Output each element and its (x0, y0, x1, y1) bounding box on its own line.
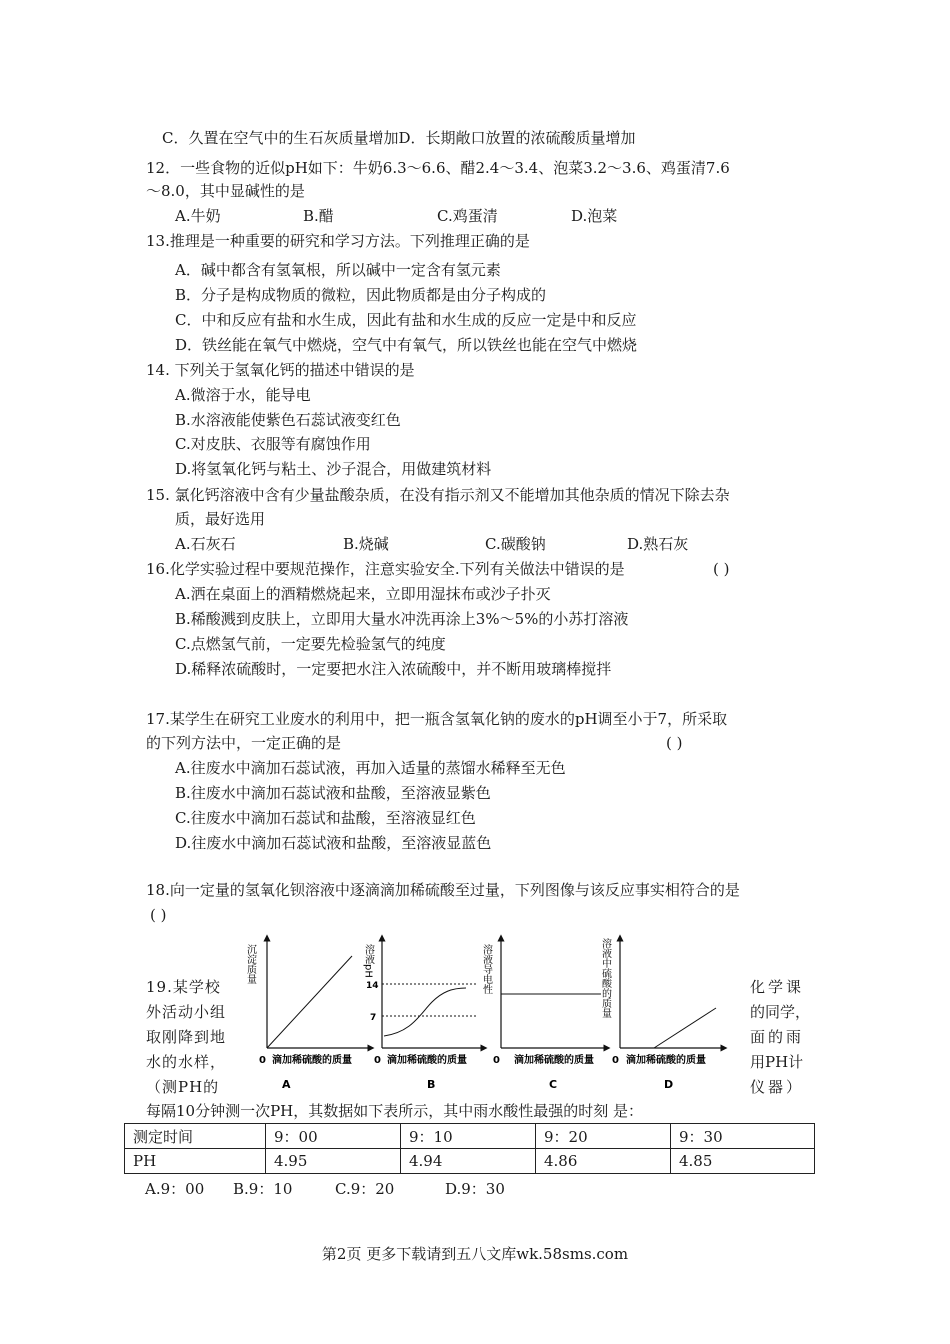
graph-c-ylabel: 溶液导电性 (480, 944, 492, 994)
q15-stem-line2: 质，最好选用 (175, 510, 266, 528)
q19-stem: 每隔10分钟测一次PH，其数据如下表所示，其中雨水酸性最强的时刻 是： (146, 1102, 644, 1120)
q14-option-d: D.将氢氧化钙与粘土、沙子混合，用做建筑材料 (175, 460, 492, 478)
q19-option-d: D.9：30 (445, 1180, 505, 1198)
q19-right-line2: 的同学， (750, 1003, 811, 1021)
graph-c-letter: C (549, 1078, 558, 1091)
q19-ph-table (124, 1123, 815, 1174)
q14-option-c: C.对皮肤、衣服等有腐蚀作用 (175, 435, 371, 453)
table-cell: PH (125, 1149, 266, 1174)
graph-d-letter: D (664, 1078, 674, 1091)
q12-options (175, 206, 617, 226)
graph-b-letter: B (427, 1078, 436, 1091)
q15-option-a: A.石灰石 (175, 535, 236, 553)
q14-option-a: A.微溶于水，能导电 (175, 386, 311, 404)
q16-answer-bracket: ( ) (713, 560, 730, 578)
q19-option-c: C.9：20 (335, 1180, 395, 1198)
q19-left-line2: 外活动小组 (146, 1003, 227, 1021)
q18-graphs (244, 928, 744, 1096)
q12-option-a: A.牛奶 (175, 207, 221, 225)
q13-option-c: C．中和反应有盐和水生成，因此有盐和水生成的反应一定是中和反应 (175, 311, 637, 329)
q19-option-b: B.9：10 (233, 1180, 293, 1198)
q14-option-b: B.水溶液能使紫色石蕊试液变红色 (175, 411, 401, 429)
q15-option-c: C.碳酸钠 (485, 535, 546, 553)
graph-d-xlabel: 滴加稀硫酸的质量 (626, 1055, 706, 1066)
q14-stem: 14. 下列关于氢氧化钙的描述中错误的是 (146, 361, 415, 379)
q12-option-c: C.鸡蛋清 (437, 207, 498, 225)
graph-a-ylabel: 沉淀质量 (244, 944, 256, 984)
q12-stem-line2: ～8.0，其中显碱性的是 (146, 182, 305, 200)
table-row (125, 1149, 815, 1174)
table-cell: 9：10 (401, 1124, 536, 1149)
q17-option-a: A.往废水中滴加石蕊试液，再加入适量的蒸馏水稀释至无色 (175, 759, 566, 777)
table-cell: 4.85 (671, 1149, 815, 1174)
table-cell: 9：20 (536, 1124, 671, 1149)
q16-option-a: A.洒在桌面上的酒精燃烧起来，立即用湿抹布或沙子扑灭 (175, 585, 551, 603)
table-row (125, 1124, 815, 1149)
graph-b (363, 938, 485, 1091)
graph-b-ylabel: 溶液pH (362, 944, 374, 978)
graph-b-curve (384, 988, 466, 1036)
q17-answer-bracket: ( ) (666, 734, 683, 752)
q15-option-b: B.烧碱 (343, 535, 389, 553)
graph-b-origin: 0 (374, 1055, 381, 1066)
q13-stem: 13.推理是一种重要的研究和学习方法。下列推理正确的是 (146, 232, 530, 250)
q19-right-line5: 仪器） (750, 1078, 805, 1096)
q19-right-line3: 面的雨 (750, 1028, 805, 1046)
q16-option-c: C.点燃氢气前，一定要先检验氢气的纯度 (175, 635, 446, 653)
table-cell: 测定时间 (125, 1124, 266, 1149)
q19-left-line4: 水的水样， (146, 1053, 227, 1071)
q17-option-b: B.往废水中滴加石蕊试液和盐酸，至溶液显紫色 (175, 784, 491, 802)
graph-a-xlabel: 滴加稀硫酸的质量 (272, 1055, 352, 1066)
page-footer: 第2页 更多下载请到五八文库wk.58sms.com (321, 1245, 629, 1263)
q17-option-d: D.往废水中滴加石蕊试液和盐酸，至溶液显蓝色 (175, 834, 492, 852)
q15-option-d: D.熟石灰 (627, 535, 689, 553)
q17-option-c: C.往废水中滴加石蕊试和盐酸，至溶液显红色 (175, 809, 476, 827)
q18-stem-line1: 18.向一定量的氢氧化钡溶液中逐滴滴加稀硫酸至过量，下列图像与该反应事实相符合的是 (146, 881, 740, 899)
graph-a-origin: 0 (259, 1055, 266, 1066)
table-cell: 4.86 (536, 1149, 671, 1174)
q19-left-line3: 取刚降到地 (146, 1028, 227, 1046)
q16-option-d: D.稀释浓硫酸时，一定要把水注入浓硫酸中，并不断用玻璃棒搅拌 (175, 660, 612, 678)
table-cell: 9：00 (266, 1124, 401, 1149)
q12-option-b: B.醋 (303, 207, 334, 225)
q11-option-cd: C．久置在空气中的生石灰质量增加D．长期敞口放置的浓硫酸质量增加 (162, 129, 636, 147)
table-cell: 4.95 (266, 1149, 401, 1174)
q12-option-d: D.泡菜 (571, 207, 618, 225)
q15-stem-line1: 15. 氯化钙溶液中含有少量盐酸杂质，在没有指示剂又不能增加其他杂质的情况下除去杂 (146, 486, 730, 504)
q18-answer-bracket: ( ) (150, 906, 167, 924)
graph-d-curve (654, 1008, 716, 1048)
q12-stem-line1: 12．一些食物的近似pH如下：牛奶6.3～6.6、醋2.4～3.4、泡菜3.2～3.6、鸡蛋清7.6 (146, 159, 730, 177)
graph-d-origin: 0 (612, 1055, 619, 1066)
graph-c-origin: 0 (493, 1055, 500, 1066)
q19-right-line1: 化学课 (750, 978, 805, 996)
q15-options (175, 534, 688, 554)
q19-left-line5: （测PH的 (146, 1078, 220, 1096)
graph-c-xlabel: 滴加稀硫酸的质量 (514, 1055, 594, 1066)
graph-c (481, 938, 608, 1091)
graph-a-letter: A (282, 1078, 291, 1091)
graph-d (600, 937, 725, 1091)
q13-option-d: D．铁丝能在氧气中燃烧，空气中有氧气，所以铁丝也能在空气中燃烧 (175, 336, 638, 354)
graph-b-tick-14: 14 (366, 981, 379, 991)
graph-b-tick-7: 7 (370, 1013, 377, 1023)
graph-b-xlabel: 滴加稀硫酸的质量 (387, 1055, 467, 1066)
q16-option-b: B.稀酸溅到皮肤上，立即用大量水冲洗再涂上3%～5%的小苏打溶液 (175, 610, 629, 628)
q16-stem: 16.化学实验过程中要规范操作，注意实验安全.下列有关做法中错误的是 (146, 560, 625, 578)
q13-option-b: B．分子是构成物质的微粒，因此物质都是由分子构成的 (175, 286, 547, 304)
q17-stem-line2: 的下列方法中，一定正确的是 (146, 734, 342, 752)
graph-d-ylabel: 溶液中硫酸的质量 (599, 938, 611, 1018)
graph-a (245, 938, 372, 1091)
q17-stem-line1: 17.某学生在研究工业废水的利用中，把一瓶含氢氧化钠的废水的pH调至小于7，所采取 (146, 710, 728, 728)
q19-option-a: A.9：00 (145, 1180, 205, 1198)
q13-option-a: A．碱中都含有氢氧根，所以碱中一定含有氢元素 (175, 261, 501, 279)
graph-a-curve (267, 956, 352, 1048)
q19-right-line4: 用PH计 (750, 1053, 804, 1071)
q19-options (145, 1179, 505, 1199)
q19-left-line1: 19.某学校 (146, 978, 221, 996)
table-cell: 4.94 (401, 1149, 536, 1174)
table-cell: 9：30 (671, 1124, 815, 1149)
